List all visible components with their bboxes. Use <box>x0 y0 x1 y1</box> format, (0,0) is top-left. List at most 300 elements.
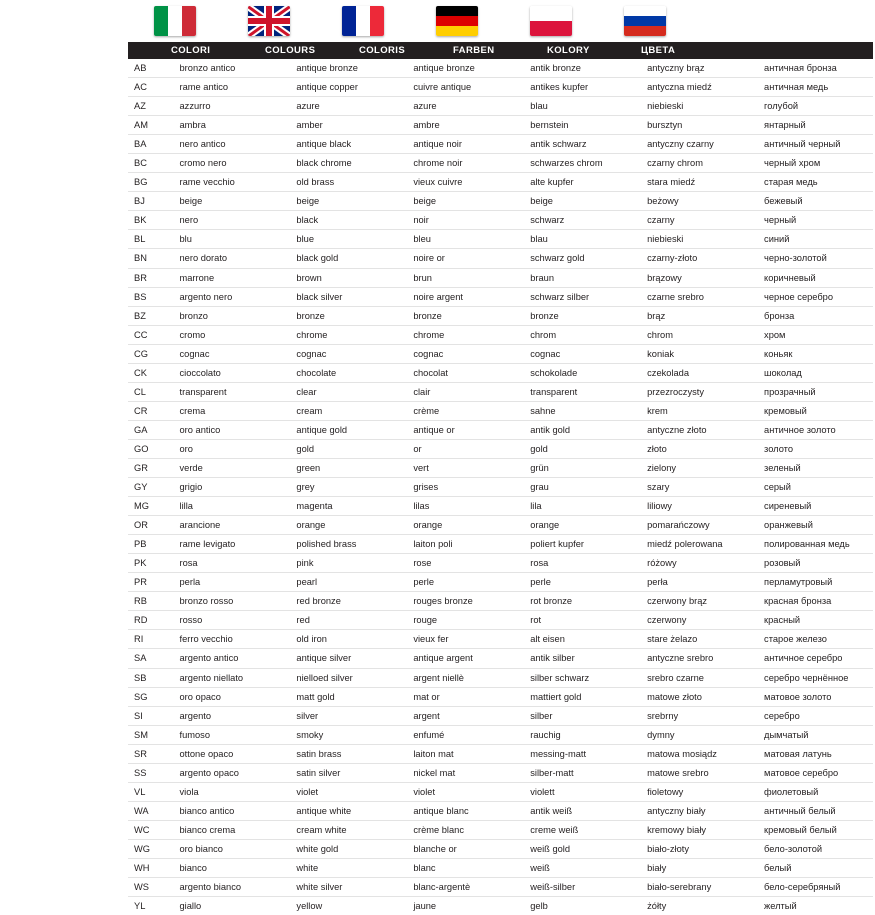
color-name-fr: noire or <box>405 249 522 268</box>
color-name-ru: матовая латунь <box>756 744 873 763</box>
color-name-it: verde <box>172 458 289 477</box>
color-name-de: silber schwarz <box>522 668 639 687</box>
color-name-de: creme weiß <box>522 820 639 839</box>
table-row <box>128 744 873 763</box>
color-name-pl: czerwony <box>639 611 756 630</box>
color-name-it: argento bianco <box>172 878 289 897</box>
color-name-en: antique black <box>288 135 405 154</box>
color-name-ru: серый <box>756 478 873 497</box>
color-name-pl: czekolada <box>639 363 756 382</box>
color-code: BZ <box>128 306 172 325</box>
color-name-pl: koniak <box>639 344 756 363</box>
color-name-en: pearl <box>288 573 405 592</box>
color-name-pl: srebrny <box>639 706 756 725</box>
color-name-fr: antique bronze <box>405 59 522 78</box>
table-row <box>128 554 873 573</box>
color-name-de: antik silber <box>522 649 639 668</box>
color-code: SB <box>128 668 172 687</box>
color-code: AC <box>128 78 172 97</box>
color-name-fr: violet <box>405 782 522 801</box>
color-name-ru: янтарный <box>756 116 873 135</box>
color-name-fr: chrome <box>405 325 522 344</box>
color-name-en: clear <box>288 382 405 401</box>
color-code: BC <box>128 154 172 173</box>
color-name-en: cream <box>288 401 405 420</box>
color-name-pl: miedź polerowana <box>639 535 756 554</box>
color-name-de: bronze <box>522 306 639 325</box>
color-name-pl: szary <box>639 478 756 497</box>
color-name-en: magenta <box>288 497 405 516</box>
color-code: GY <box>128 478 172 497</box>
color-name-en: azure <box>288 97 405 116</box>
color-name-it: argento <box>172 706 289 725</box>
color-name-ru: античный белый <box>756 801 873 820</box>
color-name-de: sahne <box>522 401 639 420</box>
color-name-it: nero <box>172 211 289 230</box>
color-name-pl: matowe srebro <box>639 763 756 782</box>
color-name-fr: blanc-argentè <box>405 878 522 897</box>
color-code: WH <box>128 858 172 877</box>
color-name-fr: vert <box>405 458 522 477</box>
color-code: GR <box>128 458 172 477</box>
flag-italy-icon <box>154 6 196 36</box>
color-name-en: antique silver <box>288 649 405 668</box>
color-name-ru: хром <box>756 325 873 344</box>
flag-cell-germany <box>410 6 504 36</box>
table-row <box>128 439 873 458</box>
color-code: CG <box>128 344 172 363</box>
header-cveta: ЦВЕТА <box>641 45 676 56</box>
color-name-fr: ambre <box>405 116 522 135</box>
color-code: BA <box>128 135 172 154</box>
color-name-it: lilla <box>172 497 289 516</box>
color-name-de: grün <box>522 458 639 477</box>
table-row <box>128 116 873 135</box>
color-name-de: gold <box>522 439 639 458</box>
color-name-en: white <box>288 858 405 877</box>
table-row <box>128 59 873 78</box>
flag-cell-france <box>316 6 410 36</box>
color-name-ru: античная бронза <box>756 59 873 78</box>
color-name-fr: antique blanc <box>405 801 522 820</box>
color-code: RB <box>128 592 172 611</box>
color-name-de: antik gold <box>522 420 639 439</box>
color-name-de: mattiert gold <box>522 687 639 706</box>
header-colours: COLOURS <box>265 45 316 56</box>
color-code: CC <box>128 325 172 344</box>
table-row <box>128 249 873 268</box>
color-name-en: chocolate <box>288 363 405 382</box>
color-code: BS <box>128 287 172 306</box>
table-row <box>128 135 873 154</box>
color-code: SR <box>128 744 172 763</box>
color-name-pl: czarny <box>639 211 756 230</box>
color-name-de: alt eisen <box>522 630 639 649</box>
color-name-fr: noire argent <box>405 287 522 306</box>
color-name-de: schwarz <box>522 211 639 230</box>
header-kolory: KOLORY <box>547 45 590 56</box>
table-row <box>128 268 873 287</box>
color-name-fr: chrome noir <box>405 154 522 173</box>
header-colori: COLORI <box>171 45 211 56</box>
color-name-en: blue <box>288 230 405 249</box>
color-name-it: marrone <box>172 268 289 287</box>
color-code: BJ <box>128 192 172 211</box>
flag-poland-icon <box>530 6 572 36</box>
color-name-en: black silver <box>288 287 405 306</box>
color-name-pl: antyczny czarny <box>639 135 756 154</box>
color-name-ru: розовый <box>756 554 873 573</box>
color-name-en: antique copper <box>288 78 405 97</box>
color-name-fr: rouge <box>405 611 522 630</box>
color-name-en: gold <box>288 439 405 458</box>
color-name-it: viola <box>172 782 289 801</box>
color-name-pl: antyczne złoto <box>639 420 756 439</box>
color-code: BG <box>128 173 172 192</box>
table-row <box>128 592 873 611</box>
color-name-pl: antyczne srebro <box>639 649 756 668</box>
color-name-pl: stara miedź <box>639 173 756 192</box>
color-name-ru: античное золото <box>756 420 873 439</box>
color-name-de: schokolade <box>522 363 639 382</box>
color-code: PR <box>128 573 172 592</box>
color-name-fr: vieux cuivre <box>405 173 522 192</box>
table-row <box>128 573 873 592</box>
color-name-de: weiß-silber <box>522 878 639 897</box>
color-name-de: blau <box>522 97 639 116</box>
color-name-en: yellow <box>296 901 323 912</box>
color-name-ru: черный <box>756 211 873 230</box>
table-row <box>128 478 873 497</box>
color-name-en: silver <box>288 706 405 725</box>
color-code: PB <box>128 535 172 554</box>
table-row <box>128 401 873 420</box>
color-name-ru: белый <box>756 858 873 877</box>
color-name-it: argento niellato <box>172 668 289 687</box>
color-name-de: schwarzes chrom <box>522 154 639 173</box>
color-name-fr: noir <box>405 211 522 230</box>
color-name-fr: azure <box>405 97 522 116</box>
color-name-it: rame antico <box>172 78 289 97</box>
flag-cell-poland <box>504 6 598 36</box>
color-code: AB <box>128 59 172 78</box>
color-name-ru: красный <box>756 611 873 630</box>
color-name-ru: голубой <box>756 97 873 116</box>
color-name-ru: золото <box>756 439 873 458</box>
color-name-ru: черно-золотой <box>756 249 873 268</box>
color-name-de: silber <box>522 706 639 725</box>
table-row <box>128 725 873 744</box>
color-name-it: bianco <box>172 858 289 877</box>
color-name-fr: rose <box>405 554 522 573</box>
color-name-en: old brass <box>288 173 405 192</box>
color-code: PK <box>128 554 172 573</box>
table-row <box>128 630 873 649</box>
color-name-pl: perła <box>639 573 756 592</box>
color-code: AZ <box>128 97 172 116</box>
color-name-ru: старая медь <box>756 173 873 192</box>
color-name-de: antik weiß <box>522 801 639 820</box>
color-name-ru: шоколад <box>756 363 873 382</box>
color-name-en: beige <box>288 192 405 211</box>
color-name-it: oro bianco <box>172 839 289 858</box>
color-name-pl: pomarańczowy <box>639 516 756 535</box>
color-name-de: rosa <box>522 554 639 573</box>
color-name-de: schwarz silber <box>522 287 639 306</box>
color-name-de: perle <box>522 573 639 592</box>
color-name-pl: antyczny brąz <box>639 59 756 78</box>
color-name-it: cromo nero <box>172 154 289 173</box>
flag-cell-italy <box>128 6 222 36</box>
table-row <box>128 535 873 554</box>
color-name-it: argento antico <box>172 649 289 668</box>
color-name-fr: cognac <box>405 344 522 363</box>
color-name-fr: blanc <box>405 858 522 877</box>
color-name-it: argento nero <box>172 287 289 306</box>
color-name-it: oro antico <box>172 420 289 439</box>
color-name-ru: фиолетовый <box>756 782 873 801</box>
color-name-en: matt gold <box>288 687 405 706</box>
color-name-fr: blanche or <box>405 839 522 858</box>
color-name-fr: crème <box>405 401 522 420</box>
color-name-de: antik schwarz <box>522 135 639 154</box>
table-row <box>128 287 873 306</box>
color-name-pl: czerwony brąz <box>639 592 756 611</box>
color-name-pl: matowe złoto <box>639 687 756 706</box>
color-code: BN <box>128 249 172 268</box>
table-row <box>128 211 873 230</box>
color-name-de: weiß <box>522 858 639 877</box>
color-name-de: rot bronze <box>522 592 639 611</box>
color-name-en: black chrome <box>288 154 405 173</box>
table-row <box>128 706 873 725</box>
color-code: BL <box>128 230 172 249</box>
color-name-en: red bronze <box>288 592 405 611</box>
color-name-it: perla <box>172 573 289 592</box>
color-name-ru: черный хром <box>756 154 873 173</box>
color-name-it: nero antico <box>172 135 289 154</box>
color-name-pl: antyczna miedź <box>639 78 756 97</box>
color-name-ru: перламутровый <box>756 573 873 592</box>
color-name-it: transparent <box>172 382 289 401</box>
color-name-de: grau <box>522 478 639 497</box>
table-row <box>128 192 873 211</box>
flag-cell-uk <box>222 6 316 36</box>
color-table <box>128 59 873 915</box>
color-name-it: ambra <box>172 116 289 135</box>
color-name-pl: brąz <box>639 306 756 325</box>
color-name-en: black gold <box>288 249 405 268</box>
color-name-ru: черное серебро <box>756 287 873 306</box>
color-name-pl: złoto <box>639 439 756 458</box>
color-name-pl: stare żelazo <box>639 630 756 649</box>
color-name-fr: nickel mat <box>405 763 522 782</box>
color-name-de: blau <box>522 230 639 249</box>
color-code: SI <box>128 706 172 725</box>
color-name-it: ottone opaco <box>172 744 289 763</box>
color-name-en: white silver <box>288 878 405 897</box>
color-name-ru: полированная медь <box>756 535 873 554</box>
table-row <box>128 420 873 439</box>
color-name-de: lila <box>522 497 639 516</box>
color-name-it: argento opaco <box>172 763 289 782</box>
color-name-it: bronzo rosso <box>172 592 289 611</box>
table-row <box>128 306 873 325</box>
color-name-en: black <box>288 211 405 230</box>
color-name-de: rot <box>522 611 639 630</box>
color-code: WC <box>128 820 172 839</box>
color-name-pl: biało-złoty <box>639 839 756 858</box>
table-row <box>128 382 873 401</box>
color-name-de: beige <box>522 192 639 211</box>
color-name-en: chrome <box>288 325 405 344</box>
color-name-ru: желтый <box>764 901 797 912</box>
color-code: CR <box>128 401 172 420</box>
color-name-fr: antique argent <box>405 649 522 668</box>
color-name-pl: biały <box>639 858 756 877</box>
color-name-fr: jaune <box>413 901 437 912</box>
table-row <box>128 173 873 192</box>
color-code: OR <box>128 516 172 535</box>
table-row <box>128 325 873 344</box>
table-header <box>128 42 873 59</box>
color-name-it: bronzo antico <box>172 59 289 78</box>
color-name-pl: liliowy <box>639 497 756 516</box>
color-code: BR <box>128 268 172 287</box>
color-name-en: amber <box>288 116 405 135</box>
table-row <box>128 154 873 173</box>
color-name-en: pink <box>288 554 405 573</box>
color-name-de: poliert kupfer <box>522 535 639 554</box>
color-name-de: messing-matt <box>522 744 639 763</box>
color-name-ru: прозрачный <box>756 382 873 401</box>
color-name-pl: srebro czarne <box>639 668 756 687</box>
color-code: YL <box>134 901 146 912</box>
color-name-it: ferro vecchio <box>172 630 289 649</box>
color-code: GA <box>128 420 172 439</box>
color-name-de: rauchig <box>522 725 639 744</box>
color-name-fr: cuivre antique <box>405 78 522 97</box>
color-name-de: schwarz gold <box>522 249 639 268</box>
color-name-en: grey <box>288 478 405 497</box>
color-name-pl: beżowy <box>639 192 756 211</box>
table-row <box>128 763 873 782</box>
color-code: SM <box>128 725 172 744</box>
color-name-ru: дымчатый <box>756 725 873 744</box>
color-name-it: rame vecchio <box>172 173 289 192</box>
color-name-ru: античный черный <box>756 135 873 154</box>
color-code: BK <box>128 211 172 230</box>
color-name-it: rame levigato <box>172 535 289 554</box>
color-name-fr: bleu <box>405 230 522 249</box>
color-name-it: rosa <box>172 554 289 573</box>
color-name-fr: laiton poli <box>405 535 522 554</box>
color-code: MG <box>128 497 172 516</box>
color-name-pl: biało-serebrany <box>639 878 756 897</box>
color-name-de: chrom <box>522 325 639 344</box>
header-coloris: COLORIS <box>359 45 406 56</box>
color-name-it: blu <box>172 230 289 249</box>
color-name-de: orange <box>522 516 639 535</box>
color-name-pl: zielony <box>639 458 756 477</box>
color-name-de: braun <box>522 268 639 287</box>
color-name-ru: кремовый <box>756 401 873 420</box>
color-code: RD <box>128 611 172 630</box>
color-name-pl: przezroczysty <box>639 382 756 401</box>
table-row <box>128 897 873 915</box>
table-row <box>128 611 873 630</box>
color-name-ru: старое железо <box>756 630 873 649</box>
color-name-ru: античная медь <box>756 78 873 97</box>
color-name-ru: бежевый <box>756 192 873 211</box>
table-row <box>128 649 873 668</box>
color-name-de: cognac <box>522 344 639 363</box>
color-name-de: violett <box>522 782 639 801</box>
color-name-de: gelb <box>530 901 548 912</box>
color-name-it: bianco antico <box>172 801 289 820</box>
color-name-pl: kremowy biały <box>639 820 756 839</box>
color-name-en: satin brass <box>288 744 405 763</box>
color-name-ru: зеленый <box>756 458 873 477</box>
table-row <box>128 839 873 858</box>
color-code: SS <box>128 763 172 782</box>
color-code: SG <box>128 687 172 706</box>
table-row <box>128 878 873 897</box>
table-row <box>128 363 873 382</box>
color-name-it: giallo <box>179 901 202 912</box>
color-name-pl: niebieski <box>639 230 756 249</box>
color-name-fr: lilas <box>405 497 522 516</box>
table-row <box>128 97 873 116</box>
color-name-en: bronze <box>288 306 405 325</box>
color-name-en: satin silver <box>288 763 405 782</box>
color-name-it: oro opaco <box>172 687 289 706</box>
color-name-pl: niebieski <box>639 97 756 116</box>
color-name-pl: chrom <box>639 325 756 344</box>
color-code: WS <box>128 878 172 897</box>
color-name-pl: antyczny biały <box>639 801 756 820</box>
table-row <box>128 782 873 801</box>
color-name-ru: античное серебро <box>756 649 873 668</box>
color-name-fr: grises <box>405 478 522 497</box>
color-name-pl: różowy <box>639 554 756 573</box>
color-name-en: polished brass <box>288 535 405 554</box>
color-name-de: transparent <box>522 382 639 401</box>
color-code: CK <box>128 363 172 382</box>
color-name-pl: czarne srebro <box>639 287 756 306</box>
color-name-pl: fioletowy <box>639 782 756 801</box>
color-name-it: rosso <box>172 611 289 630</box>
color-name-it: azzurro <box>172 97 289 116</box>
color-name-ru: кремовый белый <box>756 820 873 839</box>
color-code: CL <box>128 382 172 401</box>
header-farben: FARBEN <box>453 45 495 56</box>
flag-row <box>128 0 873 42</box>
color-name-en: cognac <box>288 344 405 363</box>
color-name-fr: antique noir <box>405 135 522 154</box>
color-name-fr: brun <box>405 268 522 287</box>
color-name-pl: brązowy <box>639 268 756 287</box>
color-name-pl: czarny-złoto <box>639 249 756 268</box>
color-name-fr: orange <box>405 516 522 535</box>
table-row <box>128 801 873 820</box>
color-name-pl: żółty <box>647 901 667 912</box>
color-code: AM <box>128 116 172 135</box>
table-row <box>128 668 873 687</box>
color-name-it: oro <box>172 439 289 458</box>
color-name-ru: оранжевый <box>756 516 873 535</box>
color-name-it: crema <box>172 401 289 420</box>
